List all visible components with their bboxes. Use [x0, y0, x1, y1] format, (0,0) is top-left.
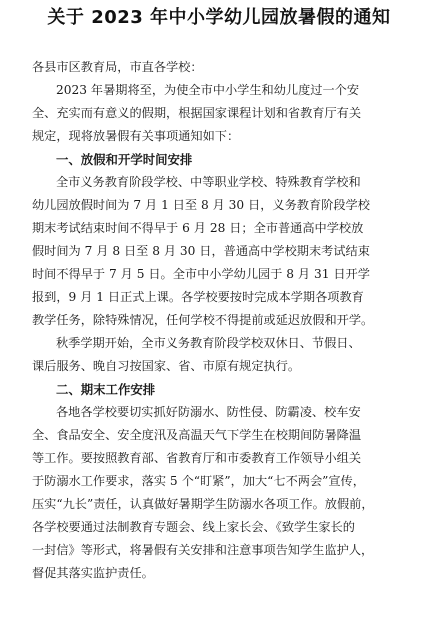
document-title: 关于 2023 年中小学幼儿园放暑假的通知: [47, 7, 391, 28]
section2-para1-line: 压实“九长”责任，认真做好暑期学生防溺水各项工作。放假前，: [32, 497, 374, 511]
section1-para1-line: 时间不得早于 7 月 5 日。全市中小学幼儿园于 8 月 31 日开学: [32, 267, 370, 281]
section1-para2-line: 秋季学期开始，全市义务教育阶段学校双休日、节假日、: [56, 336, 361, 350]
section2-para1-line: 督促其落实监护责任。: [32, 566, 154, 580]
section1-para1-line: 期末考试结束时间不得早于 6 月 28 日；全市普通高中学校放: [32, 221, 364, 235]
section2-para1-line: 一封信》等形式，将暑假有关安排和注意事项告知学生监护人，: [32, 543, 374, 557]
section2-para1-line: 各学校要通过法制教育专题会、线上家长会、《致学生家长的: [32, 520, 355, 534]
intro-line: 规定，现将放暑假有关事项通知如下：: [32, 129, 240, 143]
section1-para1-line: 幼儿园放假时间为 7 月 1 日至 8 月 30 日，义务教育阶段学校: [32, 198, 370, 212]
section-heading-2: 二、期末工作安排: [56, 382, 156, 397]
section1-para1-line: 报到，9 月 1 日正式上课。各学校要按时完成本学期各项教育: [32, 290, 364, 304]
section2-para1-line: 等工作。要按照教育部、省教育厅和市委教育工作领导小组关: [32, 451, 362, 465]
salutation: 各县市区教育局，市直各学校：: [32, 60, 203, 74]
section1-para1-line: 全市义务教育阶段学校、中等职业学校、特殊教育学校和: [56, 175, 361, 189]
intro-line: 2023 年暑期将至，为使全市中小学生和幼儿度过一个安: [56, 83, 360, 97]
section2-para1-line: 各地各学校要切实抓好防溺水、防性侵、防霸凌、校车安: [56, 405, 361, 419]
section1-para1-line: 教学任务，除特殊情况，任何学校不得提前或延迟放假和开学。: [32, 313, 374, 327]
intro-line: 全、充实而有意义的假期，根据国家课程计划和省教育厅有关: [32, 106, 362, 120]
section1-para2-line: 课后服务、晚自习按国家、省、市原有规定执行。: [32, 359, 301, 373]
section1-para1-line: 假时间为 7 月 8 日至 8 月 30 日，普通高中学校期末考试结束: [32, 244, 370, 258]
section2-para1-line: 全、食品安全、安全度汛及高温天气下学生在校期间防暑降温: [32, 428, 362, 442]
section-heading-1: 一、放假和开学时间安排: [56, 152, 193, 167]
section2-para1-line: 于防溺水工作要求，落实 5 个“盯紧”，加大“七不两会”宣传，: [32, 474, 365, 488]
